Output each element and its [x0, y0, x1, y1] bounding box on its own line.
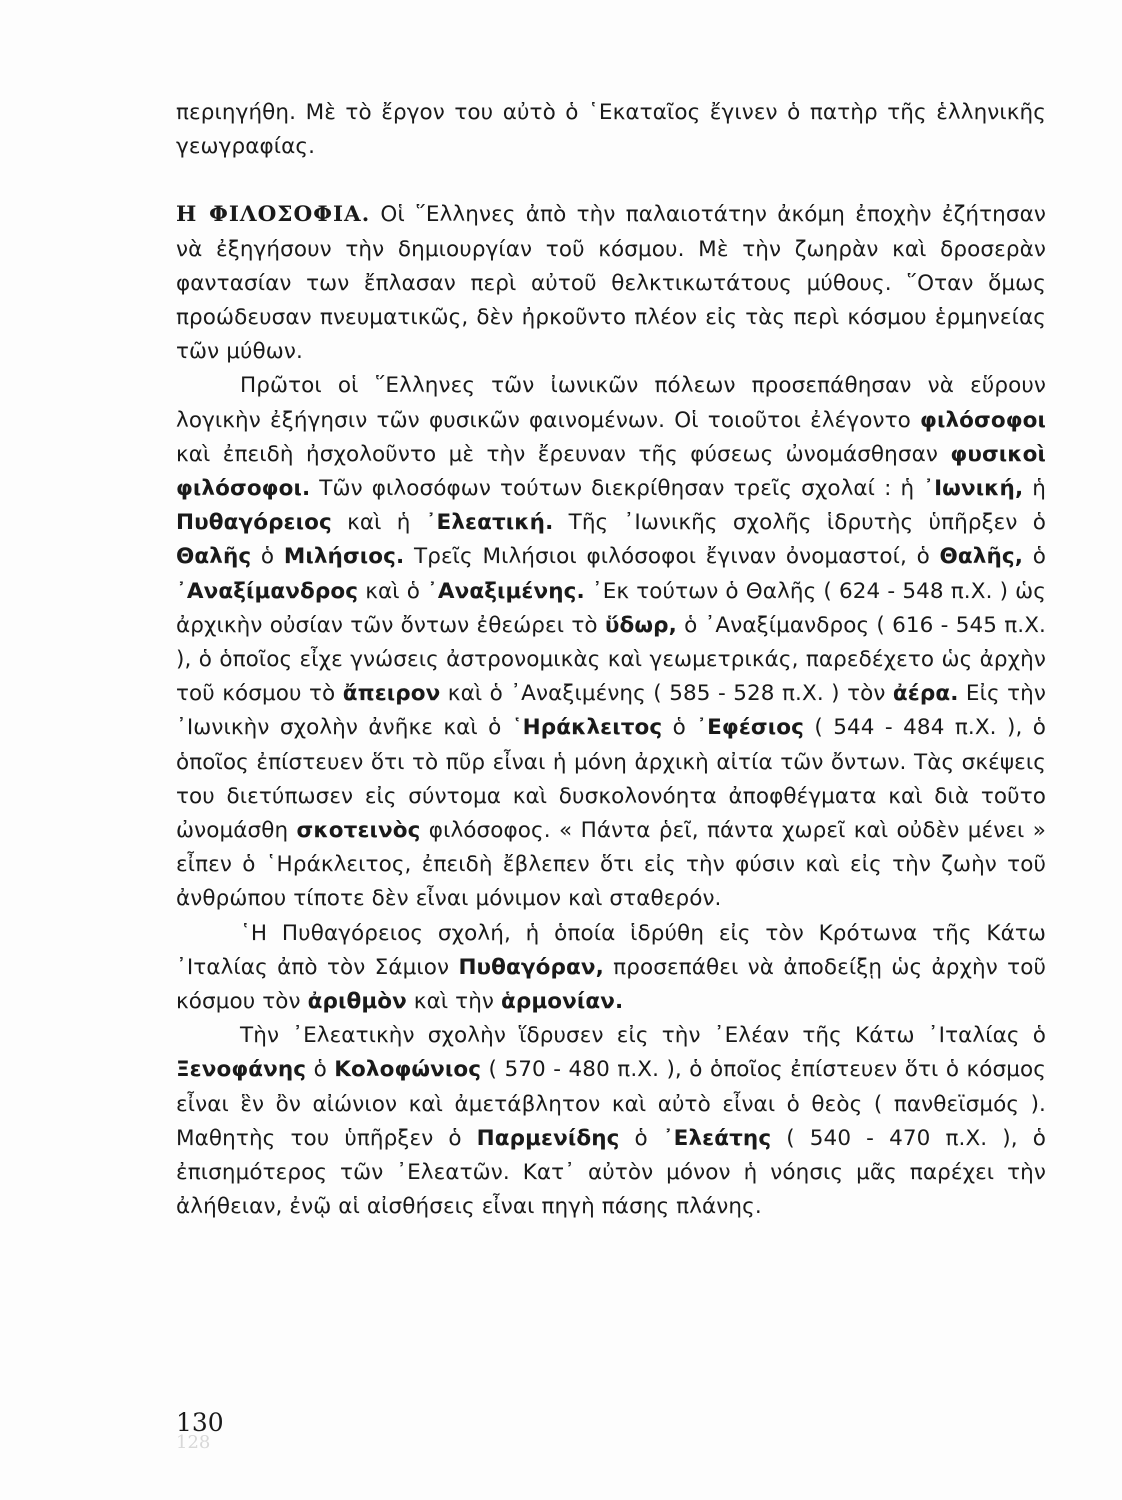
bold-term: Θαλῆς, — [939, 544, 1024, 570]
text-run: ὁ ᾿Αναξίμανδρος ( 616 - 545 π.Χ. ), ὁ ὁποῖος εἶχε γνώσεις ἀστρονομικὰς καὶ γεωμετρικάς, παρεδέχετο ὡς ἀρχὴν τοῦ κόσμου τὸ — [176, 612, 1046, 707]
bold-term: ἁρμονίαν. — [500, 989, 624, 1015]
text-run: Τῶν φιλοσόφων τούτων διεκρίθησαν τρεῖς σχολαί : ἡ — [310, 476, 924, 502]
bold-term: ᾿Αναξιμένης. — [427, 578, 585, 604]
text-run: ἡ — [1023, 476, 1046, 502]
bold-term: ἄπειρον — [342, 681, 441, 707]
text-run: καὶ τὴν — [406, 989, 501, 1015]
text-run: Εἰς τὴν ᾿Ιωνικὴν σχολὴν ἀνῆκε καὶ ὁ — [176, 681, 1047, 741]
text-run: καὶ ὁ — [358, 578, 428, 604]
bold-term: ἀέρα. — [892, 681, 959, 707]
bold-term: ᾿Αναξίμανδρος — [176, 578, 359, 604]
page-number: 130 — [176, 1408, 224, 1437]
bold-term: Κολοφώνιος — [334, 1057, 482, 1083]
text-run: ( 540 - 470 π.Χ. ), ὁ ἐπισημότερος τῶν ᾿Ελεατῶν. Κατ᾿ αὐτὸν μόνον ἡ νόησις μᾶς παρέχει τὴν ἀλήθειαν, ἐνῷ αἱ αἰσθήσεις εἶναι πηγὴ πάσης πλάνης. — [176, 1125, 1046, 1220]
eleatic-paragraph — [176, 1019, 1046, 1224]
text-run: προσεπάθει νὰ ἀποδείξῃ ὡς ἀρχὴν τοῦ κόσμου τὸν — [176, 954, 1046, 1015]
text-run: ( 570 - 480 π.Χ. ), ὁ ὁποῖος ἐπίστευεν ὅτι ὁ κόσμος εἶναι ἓν ὂν αἰώνιον καὶ ἀμετάβλητον καὶ αὐτὸ εἶναι ὁ θεὸς ( πανθεϊσμός ). Μαθητὴς του ὑπῆρξεν ὁ — [176, 1057, 1046, 1151]
text-run: καὶ ὁ ᾿Αναξιμένης ( 585 - 528 π.Χ. ) τὸν — [440, 681, 893, 707]
bold-term: Πυθαγόραν, — [458, 954, 604, 980]
bold-term: φιλόσοφοι — [920, 407, 1046, 433]
section-heading: Η ΦΙΛΟΣΟΦΙΑ. — [176, 202, 371, 228]
text-run: καὶ ἐπειδὴ ἠσχολοῦντο μὲ τὴν ἔρευναν τῆς φύσεως ὠνομάσθησαν — [176, 441, 951, 467]
bold-term: σκοτεινὸς — [296, 818, 421, 844]
text-run: ὁ — [1023, 544, 1046, 570]
text-run: καὶ ἡ — [331, 510, 426, 536]
bold-term: Μιλήσιος. — [283, 544, 405, 570]
bold-term: ᾿Ελεάτης — [662, 1125, 772, 1151]
text-run: ὁ — [306, 1057, 335, 1083]
bold-term: ᾿Εφέσιος — [696, 715, 804, 741]
body-text — [176, 96, 1046, 1225]
text-run: ὁ — [662, 715, 697, 741]
bold-term: Πυθαγόρειος — [176, 510, 332, 536]
bold-term: Ξενοφάνης — [176, 1057, 307, 1083]
bold-term: ᾿Ελεατική. — [425, 510, 554, 536]
text-run: ( 544 - 484 π.Χ. ), ὁ ὁποῖος ἐπίστευεν ὅτι τὸ πῦρ εἶναι ἡ μόνη ἀρχικὴ αἰτία τῶν ὄντων. Τὰς σκέψεις του διετύπωσεν εἰς σύντομα καὶ δυσκολονόητα ἀποφθέγματα καὶ διὰ τοῦτο ὠνομάσθη — [176, 715, 1047, 844]
text-run: Τρεῖς Μιλήσιοι φιλόσοφοι ἔγιναν ὀνομαστοί, ὁ — [404, 544, 940, 570]
intro-paragraph: περιηγήθη. Μὲ τὸ ἔργον του αὐτὸ ὁ ῾Εκαταῖος ἔγινεν ὁ πατὴρ τῆς ἑλληνικῆς γεωγραφίας. — [176, 100, 1046, 160]
bold-term: ᾿Ιωνική, — [923, 476, 1024, 502]
text-run: φιλόσοφος. « Πάντα ῥεῖ, πάντα χωρεῖ καὶ οὐδὲν μένει » εἶπεν ὁ ῾Ηράκλειτος, ἐπειδὴ ἔβλεπεν ὅτι εἰς τὴν φύσιν καὶ εἰς τὴν ζωὴν τοῦ ἀνθρώπου τίποτε δὲν εἶναι μόνιμον καὶ σταθερόν. — [176, 818, 1046, 912]
bold-term: ἀριθμὸν — [307, 989, 407, 1015]
bold-term: ὕδωρ, — [604, 612, 677, 638]
text-run: ᾿Εκ τούτων ὁ Θαλῆς ( 624 - 548 π.Χ. ) ὡς ἀρχικὴν οὐσίαν τῶν ὄντων ἐθεώρει τὸ — [176, 578, 1046, 638]
bold-term: φυσικοὶ φιλόσοφοι. — [176, 441, 1046, 502]
ionian-paragraph — [176, 369, 1046, 916]
text-run: ὁ — [251, 544, 284, 570]
bold-term: Παρμενίδης — [476, 1125, 620, 1151]
philosophy-paragraph — [176, 198, 1046, 369]
text-run: ῾Η Πυθαγόρειος σχολή, ἡ ὁποία ἱδρύθη εἰς τὸν Κρότωνα τῆς Κάτω ᾿Ιταλίας ἀπὸ τὸν Σάμιον — [176, 920, 1046, 980]
bold-term: ῾Ηράκλειτος — [511, 715, 663, 741]
text-run: Πρῶτοι οἱ ῞Ελληνες τῶν ἰωνικῶν πόλεων προσεπάθησαν νὰ εὕρουν λογικὴν ἐξήγησιν τῶν φυσικῶν φαινομένων. Οἱ τοιοῦτοι ἐλέγοντο — [176, 373, 1046, 433]
text-run: Τῆς ᾿Ιωνικῆς σχολῆς ἱδρυτὴς ὑπῆρξεν ὁ — [553, 510, 1046, 536]
text-run: Οἱ ῞Ελληνες ἀπὸ τὴν παλαιοτάτην ἀκόμη ἐποχὴν ἐζήτησαν νὰ ἐξηγήσουν τὴν δημιουργίαν τοῦ κόσμου. Μὲ τὴν ζωηρὰν καὶ δροσερὰν φαντασίαν των ἔπλασαν περὶ αὐτοῦ θελκτικωτάτους μύθους. ῞Οταν ὅμως προώδευσαν πνευματικῶς, δὲν ἠρκοῦντο πλέον εἰς τὰς περὶ κόσμου ἑρμηνείας τῶν μύθων. — [176, 202, 1046, 365]
text-run: Τὴν ᾿Ελεατικὴν σχολὴν ἵδρυσεν εἰς τὴν ᾿Ελέαν τῆς Κάτω ᾿Ιταλίας ὁ — [240, 1023, 1046, 1049]
pythagorean-paragraph — [176, 917, 1046, 1020]
text-run: ὁ — [619, 1125, 663, 1151]
bold-term: Θαλῆς — [176, 544, 252, 570]
show-through-page-number: 128 — [176, 1432, 211, 1453]
